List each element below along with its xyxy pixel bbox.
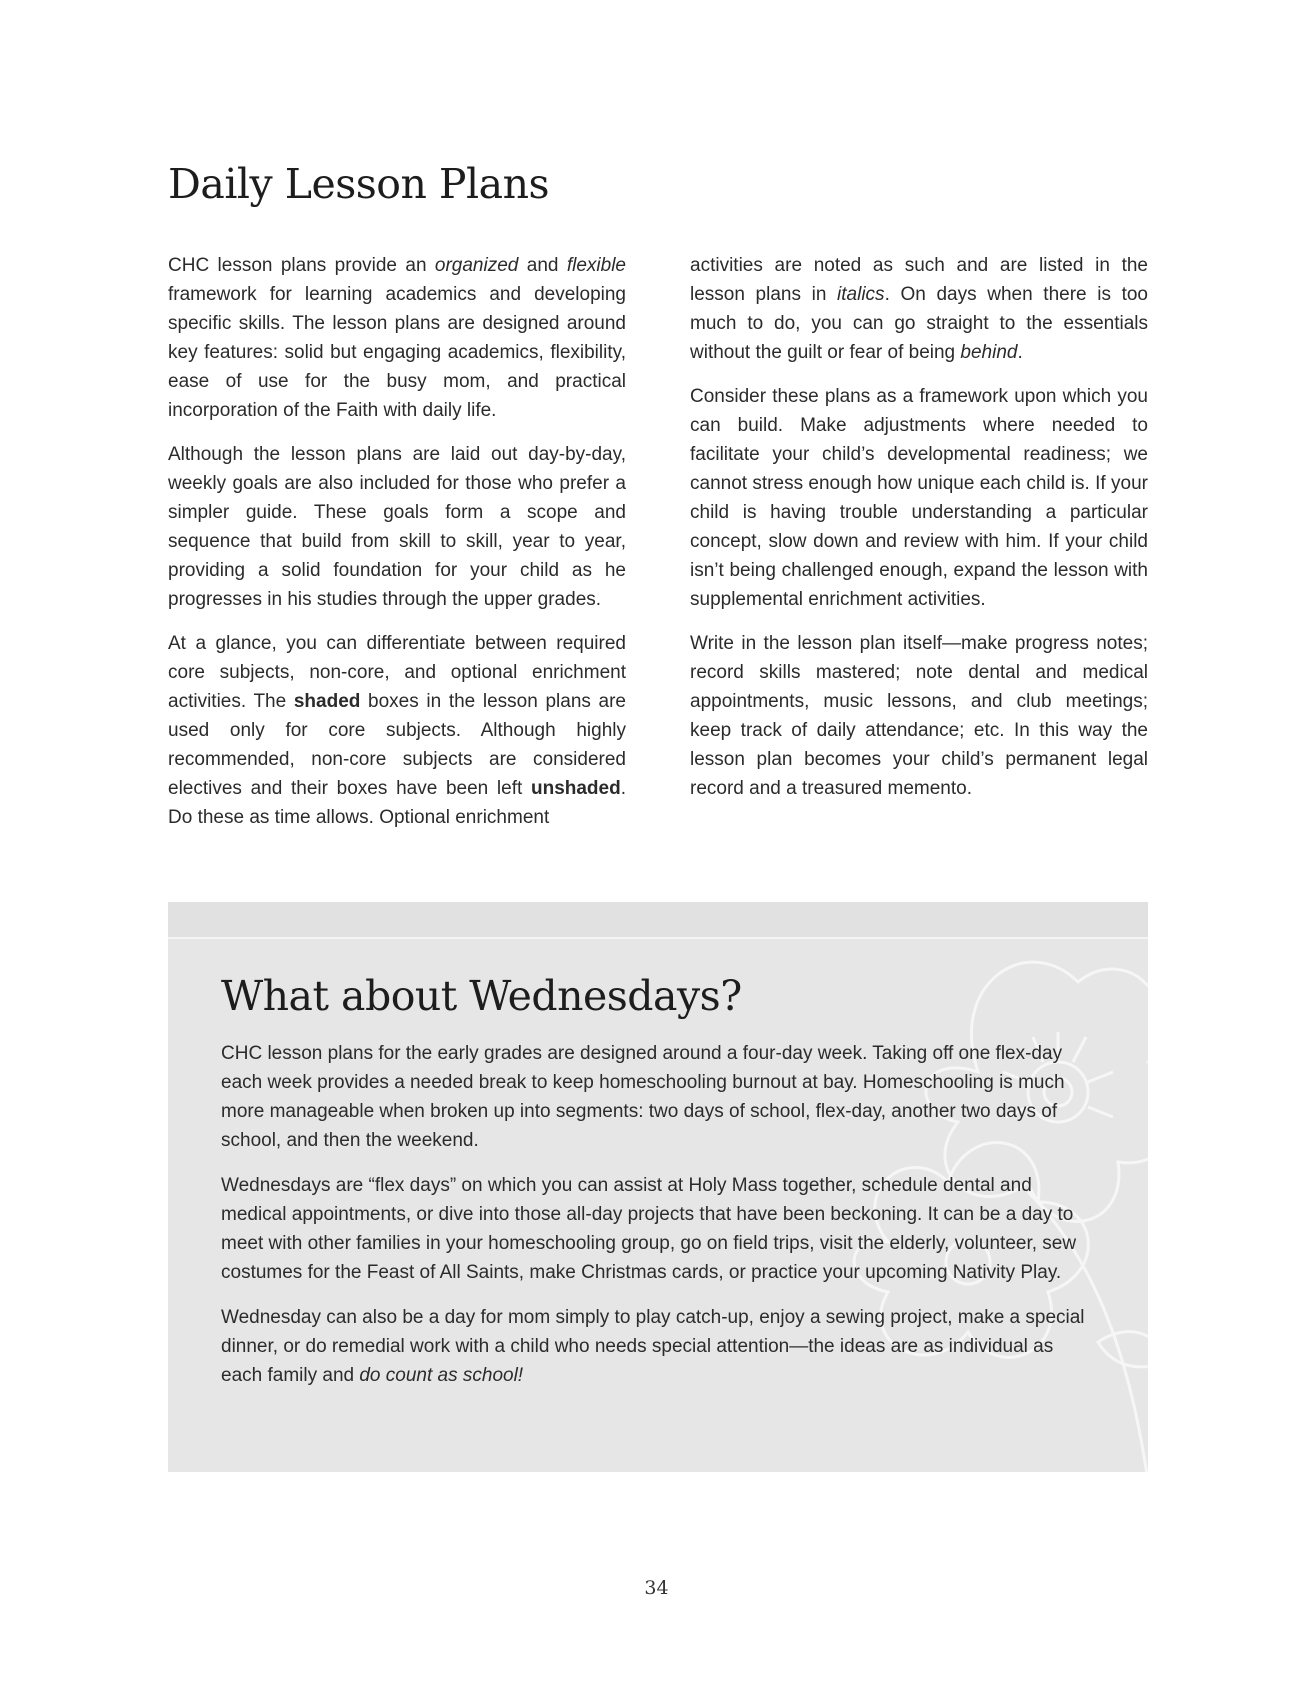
wednesdays-sidebar [168,902,1148,1472]
left-column [168,251,626,847]
italic-run: italics [837,284,885,305]
text-run: framework for learning academics and developing specific skills. The lesson plans are designed around key features: solid but engaging academics, flexibility, ease of use for the busy mom, and practical incorporation of the Faith with daily life. [168,284,626,421]
left-paragraph-1 [168,251,626,425]
page-title: Daily Lesson Plans [168,160,550,208]
right-paragraph-3: Write in the lesson plan itself—make progress notes; record skills mastered; note dental and medical appointments, music lessons, and club meetings; keep track of daily attendance; etc. In this way the lesson plan becomes your child’s permanent legal record and a treasured memento. [690,633,1148,799]
text-run: and [518,255,567,276]
sidebar-body [221,1039,1096,1406]
right-paragraph-1 [690,251,1148,367]
sidebar-title: What about Wednesdays? [221,972,742,1020]
sidebar-paragraph-2: Wednesdays are “flex days” on which you can assist at Holy Mass together, schedule dental and medical appointments, or dive into those all-day projects that have been beckoning. It can be a day to meet with other families in your homeschooling group, go on field trips, visit the elderly, volunteer, sew costumes for the Feast of All Saints, make Christmas cards, or practice your upcoming Nativity Play. [221,1175,1077,1283]
italic-run: behind [960,342,1018,363]
page-number: 34 [644,1577,669,1599]
right-column [690,251,1148,818]
text-run: boxes in the lesson plans are used only for core subjects. Although highly recommended, non-core subjects are considered electives and their boxes have been left [168,691,626,799]
text-run: CHC lesson plans provide an [168,255,435,276]
left-paragraph-2: Although the lesson plans are laid out day-by-day, weekly goals are also included for those who prefer a simpler guide. These goals form a scope and sequence that build from skill to skill, year to year, providing a solid foundation for your child as he progresses in his studies through the upper grades. [168,444,626,610]
text-run: activities are noted as such and are listed in the lesson plans in [690,255,1148,305]
bold-run: shaded [293,691,361,712]
italic-run: flexible [566,255,626,276]
left-paragraph-3 [168,629,626,832]
italic-run: organized [434,255,519,276]
right-paragraph-2: Consider these plans as a framework upon which you can build. Make adjustments where needed to facilitate your child’s developmental readiness; we cannot stress enough how unique each child is. If your child is having trouble understanding a particular concept, slow down and review with him. If your child isn’t being challenged enough, expand the lesson with supplemental enrichment activities. [690,386,1148,610]
sidebar-paragraph-3 [221,1303,1096,1390]
italic-run: do count as school! [359,1365,524,1386]
sidebar-paragraph-1: CHC lesson plans for the early grades are designed around a four-day week. Taking off one flex-day each week provides a needed break to keep homeschooling burnout at bay. Homeschooling is much more manageable when broken up into segments: two days of school, flex-day, another two days of school, and then the weekend. [221,1043,1065,1151]
text-run: . On days when there is too much to do, you can go straight to the essentials without the guilt or fear of being [690,284,1149,363]
text-run: Wednesday can also be a day for mom simply to play catch-up, enjoy a sewing project, make a special dinner, or do remedial work with a child who needs special attention—the ideas are as individual as each family and [221,1307,1085,1386]
text-run: . [1017,342,1023,363]
text-run: At a glance, you can differentiate between required core subjects, non-core, and optional enrichment activities. The [168,633,626,712]
text-run: . Do these as time allows. Optional enrichment [168,778,626,828]
bold-run: unshaded [530,778,621,799]
